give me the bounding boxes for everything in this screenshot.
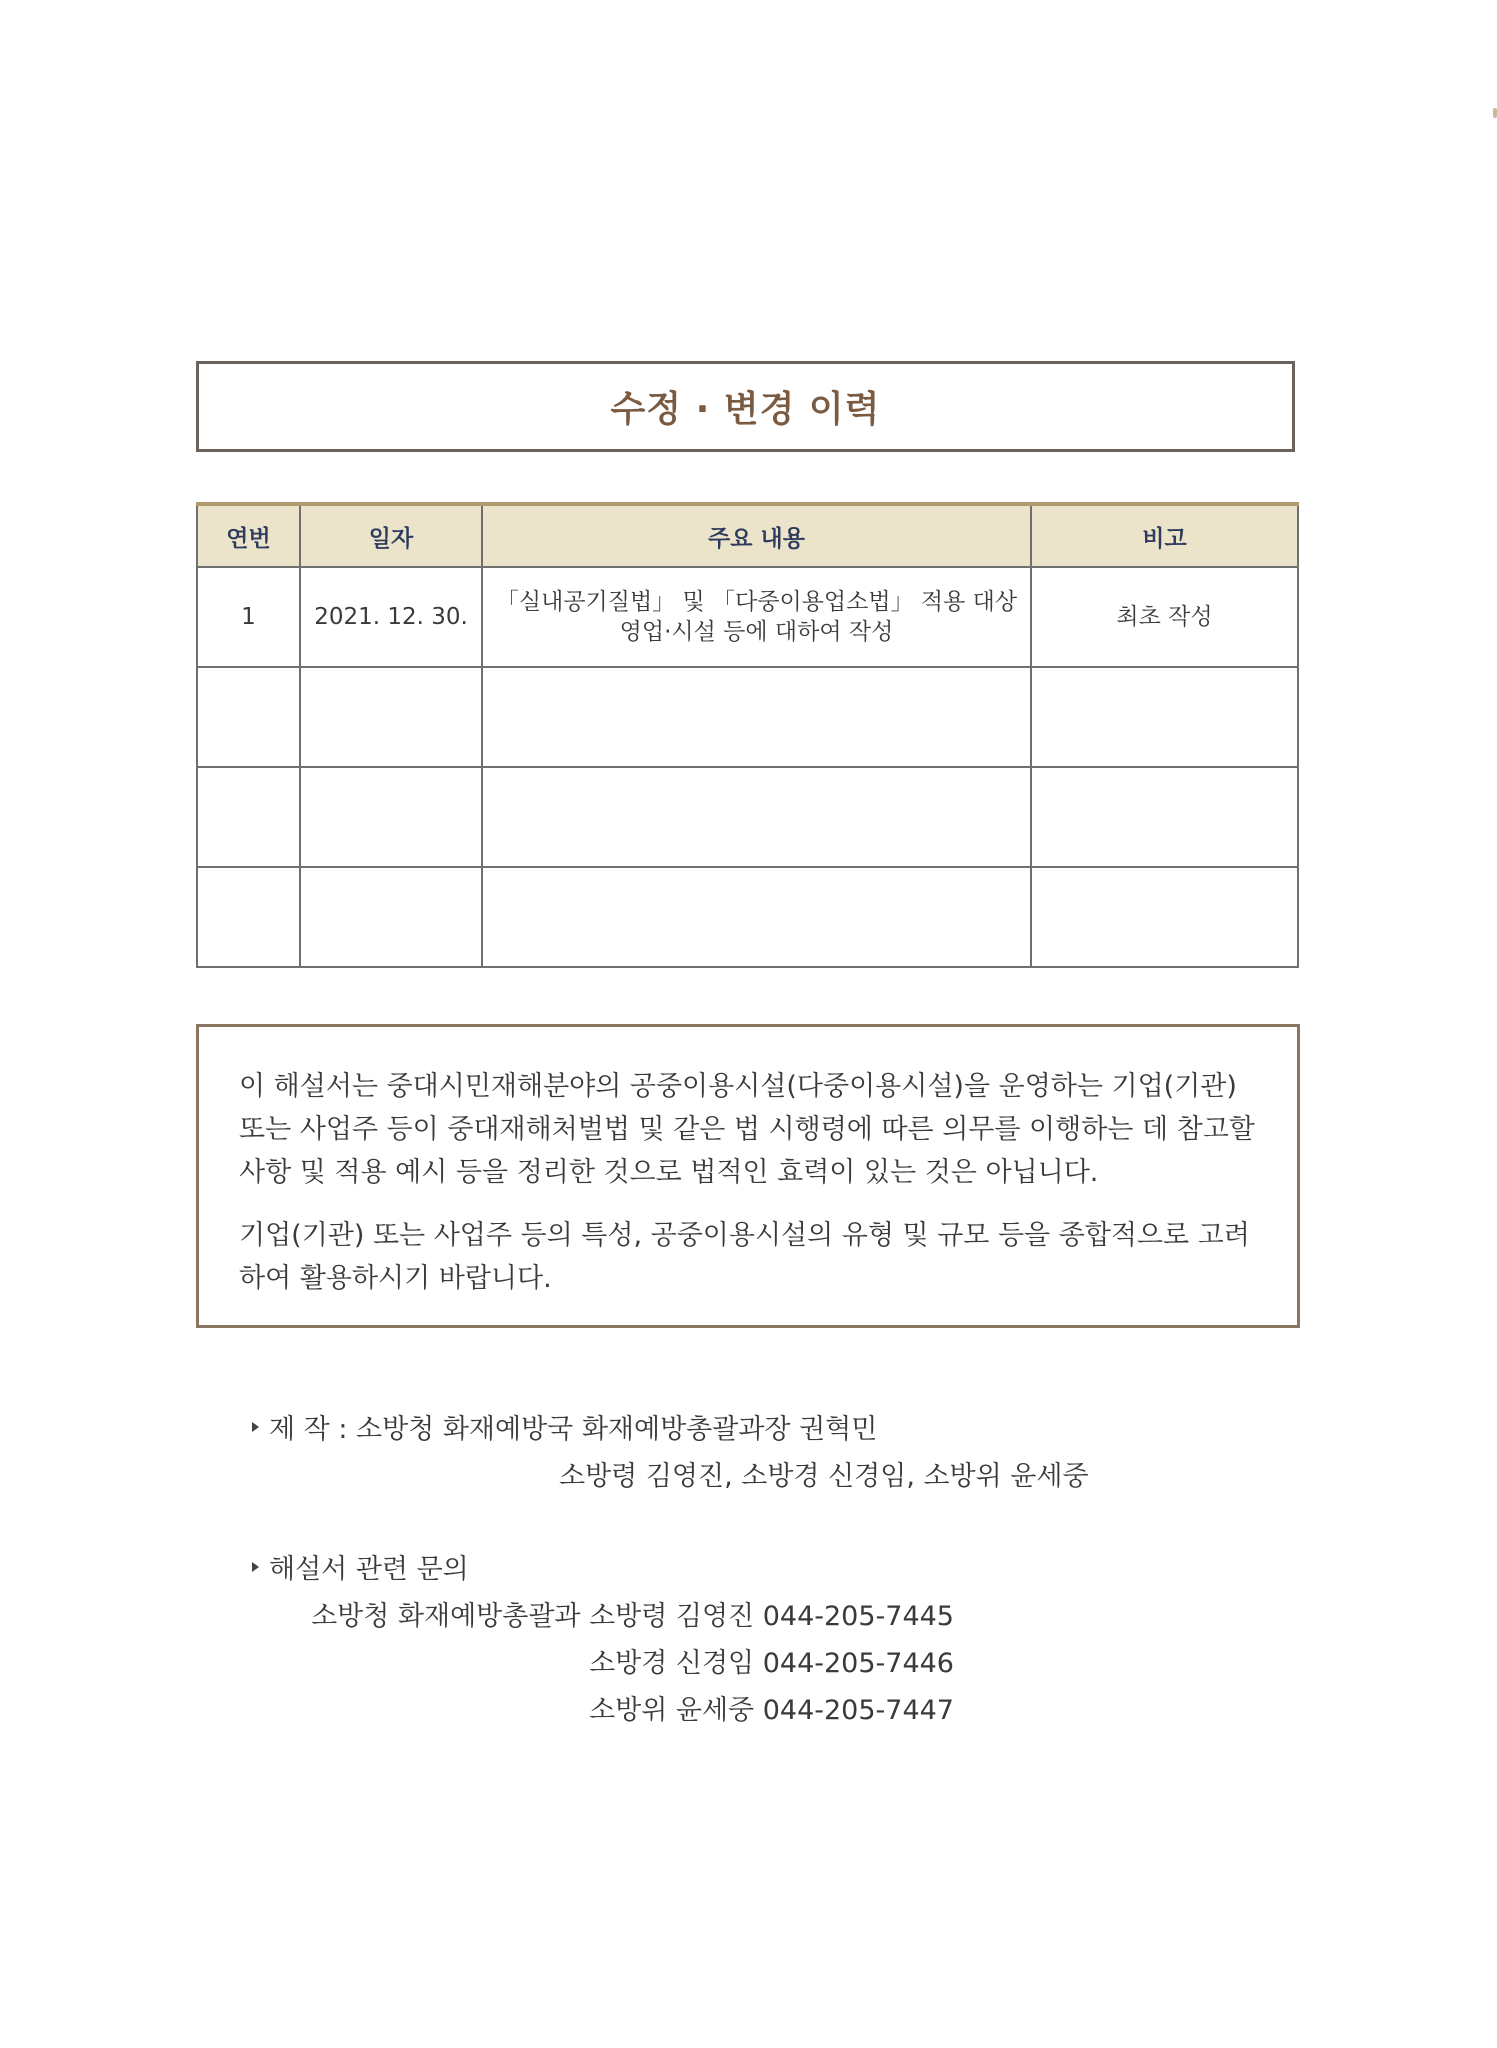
notice-paragraph: 기업(기관) 또는 사업주 등의 특성, 공중이용시설의 유형 및 규모 등을 종합적으로 고려하여 활용하시기 바랍니다. — [239, 1220, 1250, 1294]
header-content: 주요 내용 — [482, 504, 1031, 567]
triangle-bullet-icon — [252, 1562, 259, 1572]
production-credit — [252, 1413, 877, 1447]
inquiry-contact — [589, 1694, 954, 1728]
production-staff-line: 소방령 김영진, 소방경 신경임, 소방위 윤세중 — [559, 1461, 1089, 1492]
cell-no: 1 — [197, 567, 300, 667]
table-header-row — [197, 504, 1298, 567]
cell-content — [482, 767, 1031, 867]
header-note: 비고 — [1031, 504, 1298, 567]
header-no: 연번 — [197, 504, 300, 567]
cell-date — [300, 867, 482, 967]
title-box — [196, 361, 1295, 452]
inquiry-contact — [589, 1647, 954, 1681]
inquiry-contact — [311, 1600, 954, 1634]
content-line: 「실내공기질법」 및 「다중이용업소법」 적용 대상 — [495, 589, 1018, 615]
cell-content — [482, 667, 1031, 767]
notice-box — [196, 1024, 1300, 1328]
revision-history-table — [196, 502, 1299, 968]
table-row — [197, 667, 1298, 767]
cell-note — [1031, 867, 1298, 967]
page-edge-mark — [1493, 108, 1497, 118]
inquiry-heading — [252, 1553, 469, 1587]
page-title: 수정 · 변경 이력 — [610, 389, 881, 430]
inquiry-line: 소방위 윤세중 044-205-7447 — [589, 1695, 954, 1726]
cell-note — [1031, 667, 1298, 767]
cell-note — [1031, 767, 1298, 867]
production-line: 제 작 : 소방청 화재예방국 화재예방총괄과장 권혁민 — [269, 1414, 878, 1445]
inquiry-heading-text: 해설서 관련 문의 — [269, 1554, 469, 1585]
table-row — [197, 867, 1298, 967]
header-date: 일자 — [300, 504, 482, 567]
table-row — [197, 767, 1298, 867]
inquiry-line: 소방청 화재예방총괄과 소방령 김영진 044-205-7445 — [311, 1601, 954, 1632]
cell-no — [197, 867, 300, 967]
cell-no — [197, 767, 300, 867]
cell-date: 2021. 12. 30. — [300, 567, 482, 667]
cell-content — [482, 567, 1031, 667]
inquiry-line: 소방경 신경임 044-205-7446 — [589, 1648, 954, 1679]
cell-date — [300, 767, 482, 867]
cell-no — [197, 667, 300, 767]
cell-content — [482, 867, 1031, 967]
cell-date — [300, 667, 482, 767]
table-row — [197, 567, 1298, 667]
cell-note: 최초 작성 — [1031, 567, 1298, 667]
notice-paragraph: 이 해설서는 중대시민재해분야의 공중이용시설(다중이용시설)을 운영하는 기업(기관) 또는 사업주 등이 중대재해처벌법 및 같은 법 시행령에 따른 의무를 이행하는 데 참고할 사항 및 적용 예시 등을 정리한 것으로 법적인 효력이 있는 것은 아닙니다. — [239, 1071, 1255, 1188]
production-staff — [559, 1460, 1089, 1494]
content-line: 영업·시설 등에 대하여 작성 — [619, 619, 894, 645]
triangle-bullet-icon — [252, 1422, 259, 1432]
